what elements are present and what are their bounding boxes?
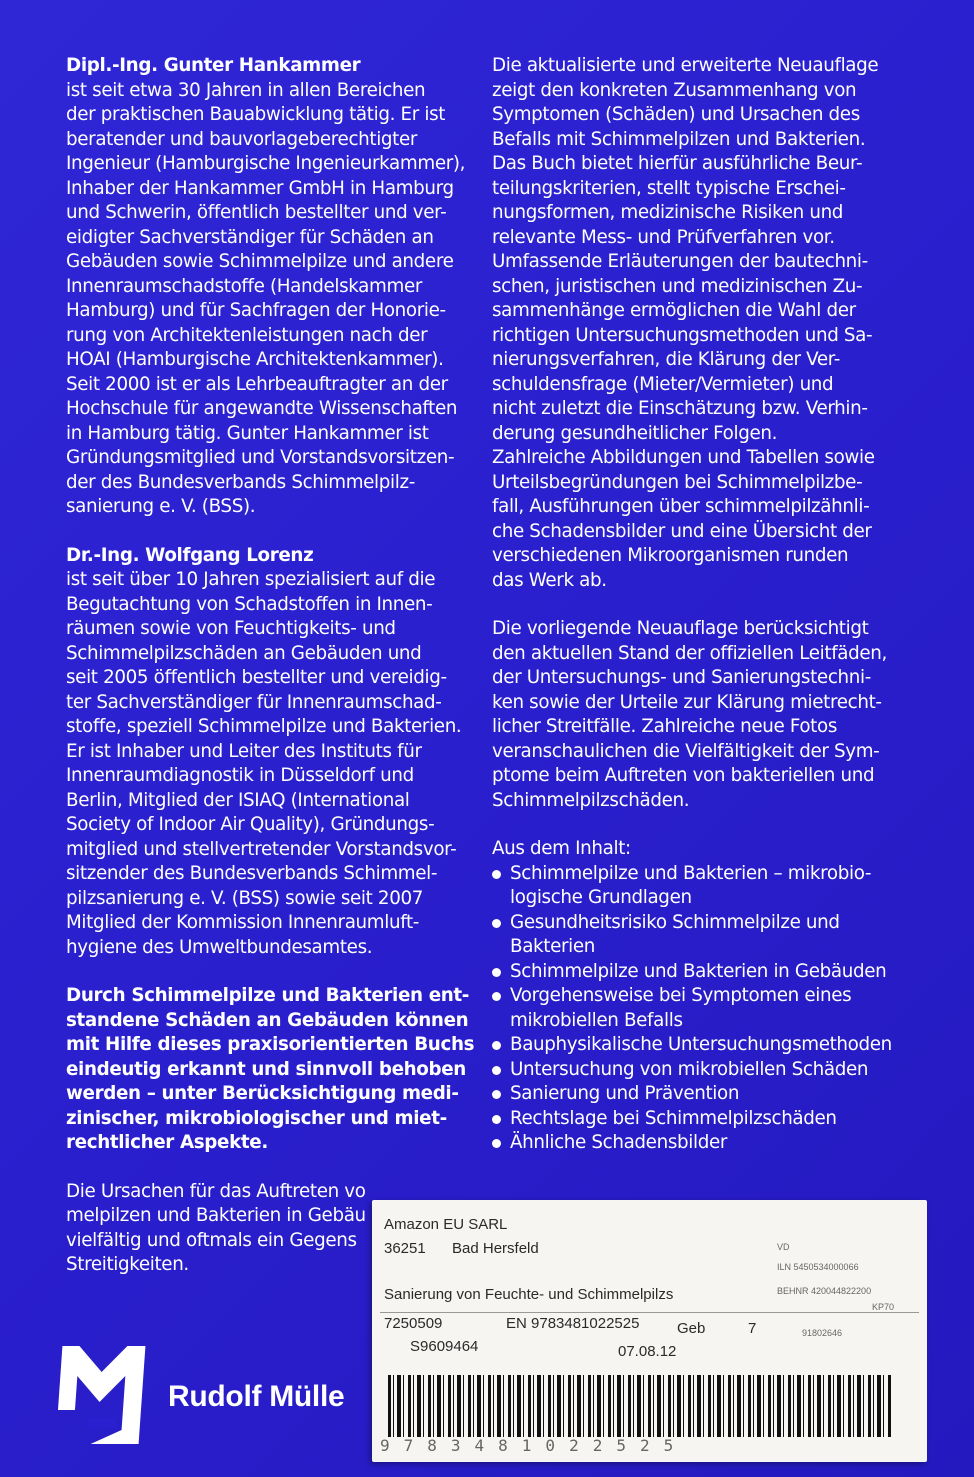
contents-item bbox=[492, 984, 902, 1033]
sticker-behnr: BEHNR 420044822200 bbox=[777, 1286, 872, 1296]
edition-text bbox=[492, 617, 902, 813]
text-line: Urteilsbegründungen bei Schimmelpilzbe- bbox=[492, 471, 863, 493]
contents-item-line: Schimmelpilze und Bakterien – mikrobio- bbox=[510, 862, 872, 884]
text-line: Zahlreiche Abbildungen und Tabellen sowie bbox=[492, 447, 875, 468]
text-line: nungsformen, medizinische Risiken und bbox=[492, 202, 844, 223]
contents-item-line: Sanierung und Prävention bbox=[510, 1083, 740, 1104]
text-line: Streitigkeiten. bbox=[66, 1254, 189, 1275]
author1-bio bbox=[66, 54, 466, 520]
text-line: melpilzen und Bakterien in Gebäu bbox=[66, 1205, 366, 1226]
contents-heading: Aus dem Inhalt: bbox=[492, 838, 631, 859]
text-line: Das Buch bietet hierfür ausführliche Beur- bbox=[492, 153, 863, 174]
text-line: in Hamburg tätig. Gunter Hankammer ist bbox=[66, 422, 429, 444]
text-line: der Untersuchungs- und Sanierungstechni- bbox=[492, 667, 871, 688]
text-line: Durch Schimmelpilze und Bakterien ent- bbox=[66, 985, 470, 1006]
description-text bbox=[492, 54, 902, 593]
text-line: schuldensfrage (Mieter/Vermieter) und bbox=[492, 373, 834, 395]
sticker-iln: ILN 5450534000066 bbox=[777, 1262, 859, 1272]
text-line: Schimmelpilzschäden an Gebäuden und bbox=[66, 642, 422, 664]
text-line: Gebäuden sowie Schimmelpilze und andere bbox=[66, 251, 454, 272]
text-line: Hochschule für angewandte Wissenschaften bbox=[66, 398, 458, 419]
contents-item bbox=[492, 960, 902, 985]
sticker-date: 07.08.12 bbox=[618, 1343, 677, 1360]
text-line: beratender und bauvorlageberechtigter bbox=[66, 128, 418, 150]
text-line: Er ist Inhaber und Leiter des Instituts für bbox=[66, 740, 422, 762]
text-line: ist seit etwa 30 Jahren in allen Bereichen bbox=[66, 79, 426, 101]
sticker-postcode: 36251 bbox=[384, 1240, 426, 1257]
text-line: Die vorliegende Neuauflage berücksichtigt bbox=[492, 618, 869, 639]
text-line: Umfassende Erläuterungen der bautechni- bbox=[492, 251, 868, 272]
author2-bio bbox=[66, 544, 462, 961]
text-line: Gründungsmitglied und Vorstandsvorsitzen- bbox=[66, 447, 455, 468]
text-line: hygiene des Umweltbundesamtes. bbox=[66, 936, 373, 958]
sticker-geb-label: Geb bbox=[677, 1320, 706, 1337]
text-line: ter Sachverständiger für Innenraumschad- bbox=[66, 691, 442, 713]
text-line: ptome beim Auftreten von bakteriellen und bbox=[492, 765, 875, 786]
sticker-ref: S9609464 bbox=[410, 1338, 479, 1355]
text-line: seit 2005 öffentlich bestellter und vereidig- bbox=[66, 667, 447, 688]
summary-bold bbox=[66, 984, 475, 1156]
text-line: standene Schäden an Gebäuden können bbox=[66, 1009, 469, 1031]
sticker-company: Amazon EU SARL bbox=[384, 1216, 508, 1233]
text-line: nierungsverfahren, die Klärung der Ver- bbox=[492, 349, 841, 370]
text-line: Berlin, Mitglied der ISIAQ (International bbox=[66, 789, 410, 811]
contents-item-line: Rechtslage bei Schimmelpilzschäden bbox=[510, 1107, 837, 1129]
text-line: Schimmelpilzschäden. bbox=[492, 789, 690, 811]
text-line: vielfältig und oftmals ein Gegens bbox=[66, 1229, 357, 1251]
contents-item-line: Bauphysikalische Untersuchungsmethoden bbox=[510, 1034, 892, 1055]
text-line: richtigen Untersuchungsmethoden und Sa- bbox=[492, 324, 873, 346]
text-line: das Werk ab. bbox=[492, 569, 607, 591]
contents-item-line: Vorgehensweise bei Symptomen eines bbox=[510, 985, 852, 1006]
text-line: sammenhänge ermöglichen die Wahl der bbox=[492, 300, 856, 321]
text-line: sitzender des Bundesverbands Schimmel- bbox=[66, 863, 438, 884]
sticker-ean: EN 9783481022525 bbox=[506, 1315, 640, 1332]
contents-item bbox=[492, 1058, 902, 1083]
barcode bbox=[388, 1375, 893, 1437]
left-column bbox=[66, 54, 475, 1302]
text-line: rechtlicher Aspekte. bbox=[66, 1132, 268, 1153]
text-line: fall, Ausführungen über schimmelpilzähnli- bbox=[492, 496, 870, 517]
sticker-geb-value: 7 bbox=[748, 1320, 757, 1337]
contents-item-line: Bakterien bbox=[510, 936, 596, 957]
contents-item bbox=[492, 862, 902, 911]
text-line: Inhaber der Hankammer GmbH in Hamburg bbox=[66, 177, 454, 199]
text-line: der praktischen Bauabwicklung tätig. Er ist bbox=[66, 104, 446, 125]
contents-item-line: Untersuchung von mikrobiellen Schäden bbox=[510, 1058, 869, 1080]
contents-item bbox=[492, 1033, 902, 1058]
text-line: Die aktualisierte und erweiterte Neuauflage bbox=[492, 55, 879, 76]
text-line: relevante Mess- und Prüfverfahren vor. bbox=[492, 226, 835, 248]
author2-text bbox=[66, 568, 462, 960]
author2-name: Dr.-Ing. Wolfgang Lorenz bbox=[66, 544, 314, 566]
contents-item-line: mikrobiellen Befalls bbox=[510, 1009, 683, 1031]
text-line: sanierung e. V. (BSS). bbox=[66, 496, 256, 517]
author1-text bbox=[66, 79, 466, 520]
author1-name: Dipl.-Ing. Gunter Hankammer bbox=[66, 55, 361, 76]
text-line: Ingenieur (Hamburgische Ingenieurkammer), bbox=[66, 153, 466, 174]
contents-item-line: Ähnliche Schadensbilder bbox=[510, 1132, 728, 1153]
text-line: mitglied und stellvertretender Vorstandsvor- bbox=[66, 838, 457, 860]
text-line: werden – unter Berücksichtigung medi- bbox=[66, 1083, 459, 1104]
sticker-city: Bad Hersfeld bbox=[452, 1240, 539, 1257]
text-line: ken sowie der Urteile zur Klärung mietrecht- bbox=[492, 691, 882, 713]
text-line: den aktuellen Stand der offiziellen Leitfäden, bbox=[492, 642, 888, 664]
text-line: stoffe, speziell Schimmelpilze und Bakterien. bbox=[66, 716, 462, 737]
contents-list bbox=[492, 862, 902, 1156]
text-line: eidigter Sachverständiger für Schäden an bbox=[66, 226, 434, 248]
text-line: veranschaulichen die Vielfältigkeit der Sym- bbox=[492, 740, 880, 762]
text-line: und Schwerin, öffentlich bestellter und ver- bbox=[66, 202, 447, 223]
text-line: che Schadensbilder und eine Übersicht der bbox=[492, 520, 872, 542]
text-line: Innenraumdiagnostik in Düsseldorf und bbox=[66, 765, 414, 786]
contents-item bbox=[492, 1131, 902, 1156]
text-line: Befalls mit Schimmelpilzen und Bakterien. bbox=[492, 128, 866, 150]
text-line: pilzsanierung e. V. (BSS) sowie seit 2007 bbox=[66, 887, 424, 909]
text-line: licher Streitfälle. Zahlreiche neue Fotos bbox=[492, 716, 837, 737]
barcode-digits: 9783481022525 bbox=[380, 1436, 688, 1455]
text-line: HOAI (Hamburgische Architektenkammer). bbox=[66, 349, 444, 370]
text-line: Begutachtung von Schadstoffen in Innen- bbox=[66, 593, 433, 615]
text-line: Symptomen (Schäden) und Ursachen des bbox=[492, 104, 860, 125]
text-line: schen, juristischen und medizinischen Zu- bbox=[492, 275, 863, 297]
text-line: der des Bundesverbands Schimmelpilz- bbox=[66, 471, 415, 493]
text-line: eindeutig erkannt und sinnvoll behoben bbox=[66, 1058, 466, 1080]
sticker-order-no: 7250509 bbox=[384, 1315, 443, 1332]
text-line: zeigt den konkreten Zusammenhang von bbox=[492, 79, 857, 101]
text-line: verschiedenen Mikroorganismen runden bbox=[492, 545, 849, 566]
contents-item bbox=[492, 1107, 902, 1132]
publisher-logo-icon bbox=[58, 1338, 178, 1448]
sticker-kp: KP70 bbox=[872, 1302, 895, 1312]
contents-section bbox=[492, 837, 902, 1156]
text-line: Innenraumschadstoffe (Handelskammer bbox=[66, 275, 423, 297]
contents-item bbox=[492, 1082, 902, 1107]
text-line: Hamburg) und für Sachfragen der Honorie- bbox=[66, 300, 446, 321]
contents-item-line: logische Grundlagen bbox=[510, 887, 692, 908]
shipping-sticker bbox=[372, 1200, 927, 1462]
text-line: ist seit über 10 Jahren spezialisiert auf die bbox=[66, 569, 436, 590]
publisher-name: Rudolf Mülle bbox=[168, 1380, 345, 1413]
text-line: nicht zuletzt die Einschätzung bzw. Verhin- bbox=[492, 398, 868, 419]
sticker-vd: VD bbox=[777, 1242, 790, 1252]
contents-item-line: Gesundheitsrisiko Schimmelpilze und bbox=[510, 911, 840, 933]
right-column bbox=[492, 54, 902, 1180]
text-line: räumen sowie von Feuchtigkeits- und bbox=[66, 618, 396, 639]
contents-item bbox=[492, 911, 902, 960]
sticker-small-code: 91802646 bbox=[802, 1328, 843, 1338]
text-line: rung von Architektenleistungen nach der bbox=[66, 324, 428, 346]
text-line: teilungskriterien, stellt typische Erschei- bbox=[492, 177, 846, 199]
text-line: zinischer, mikrobiologischer und miet- bbox=[66, 1107, 447, 1129]
sticker-title: Sanierung von Feuchte- und Schimmelpilzs bbox=[384, 1286, 674, 1303]
sticker-divider bbox=[380, 1312, 919, 1313]
contents-item-line: Schimmelpilze und Bakterien in Gebäuden bbox=[510, 960, 887, 982]
text-line: Society of Indoor Air Quality), Gründungs- bbox=[66, 814, 435, 835]
text-line: Die Ursachen für das Auftreten vo bbox=[66, 1180, 366, 1202]
text-line: Mitglied der Kommission Innenraumluft- bbox=[66, 912, 420, 933]
text-line: derung gesundheitlicher Folgen. bbox=[492, 422, 778, 444]
text-line: mit Hilfe dieses praxisorientierten Buchs bbox=[66, 1034, 475, 1055]
text-line: Seit 2000 ist er als Lehrbeauftragter an der bbox=[66, 373, 448, 395]
